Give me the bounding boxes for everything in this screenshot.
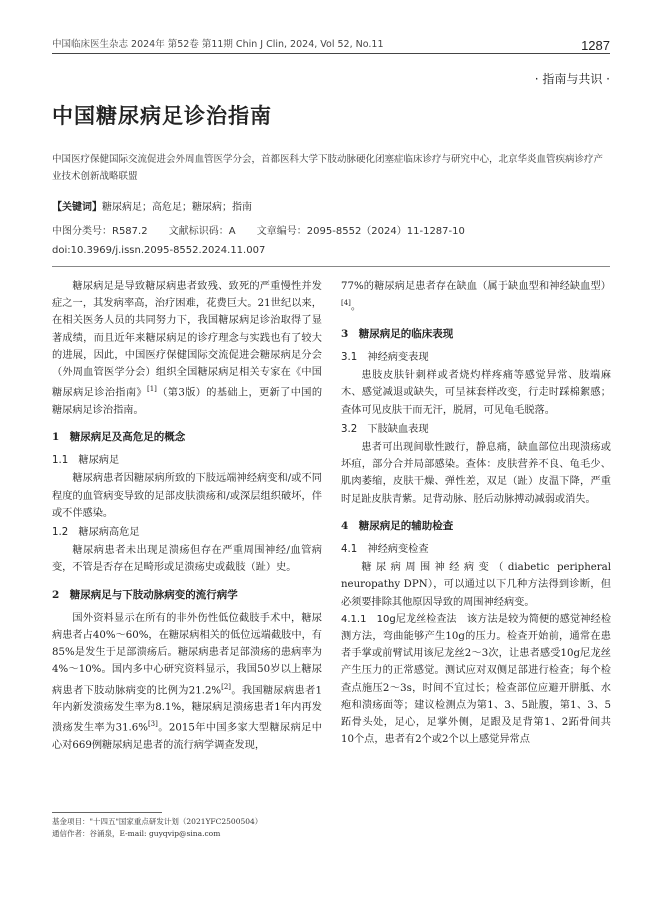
header-rule — [52, 53, 610, 54]
section-1-2-heading: 1.2 糖尿病高危足 — [52, 527, 140, 539]
ref-4: [4] — [341, 299, 351, 308]
authors: 中国医疗保健国际交流促进会外周血管医学分会，首都医科大学下肢动脉硬化闭塞症临床诊疗与研究中心，北京华炎血管疾病诊疗产业技术创新战略联盟 — [52, 154, 604, 182]
section-4-1-text: 糖尿病周围神经病变（diabetic peripheral neuropathy DPN），可以通过以下几种方法得到诊断，但必须要排除其他原因导致的周围神经病变。 — [341, 562, 611, 608]
keywords-text: 糖尿病足；高危足；糖尿病；指南 — [102, 202, 252, 213]
continued-paragraph: 77%的糖尿病足患者存在缺血（属于缺血型和神经缺血型）[4]。 — [341, 281, 611, 313]
ref-2: [2] — [221, 682, 232, 691]
correspondence-note: 通信作者：谷涌泉，E-mail: guyqvip@sina.com — [52, 829, 221, 838]
document-code: 文献标识码：A — [168, 226, 236, 237]
section-4-heading: 4 糖尿病足的辅助检查 — [341, 519, 454, 532]
doi: doi:10.3969/j.issn.2095-8552.2024.11.007 — [52, 245, 266, 256]
footnotes — [52, 816, 262, 840]
section-3-2-text: 患者可出现间歇性跛行，静息痛，缺血部位出现溃疡或坏疽，部分合并局部感染。查体：皮肤营养不良、龟毛少、肌肉萎缩，皮肤干燥、弹性差，双足（趾）皮温下降，严重时足趾皮肤青紫。足背动脉、胫后动脉搏动减弱或消失。 — [341, 442, 611, 505]
running-head: 中国临床医生杂志 2024年 第52卷 第11期 Chin J Clin, 2024, Vol 52, No.11 — [52, 39, 384, 50]
article-meta — [52, 222, 483, 237]
section-3-2-heading: 3.2 下肢缺血表现 — [341, 423, 429, 435]
section-1-heading: 1 糖尿病足及高危足的概念 — [52, 431, 186, 444]
ref-3: [3] — [147, 720, 158, 729]
section-3-1-text: 患肢皮肤针刺样或者烧灼样疼痛等感觉异常、肢端麻木、感觉减退或缺失，可呈袜套样改变，行走时踩棉絮感；查体可见皮肤干而无汗，脱屑，可见龟毛脱落。 — [341, 370, 611, 416]
section-1-2-text: 糖尿病患者未出现足溃疡但存在严重周围神经/血管病变，不管是否存在足畸形或足溃疡史或截肢（趾）史。 — [52, 545, 322, 574]
section-4-1-1-heading: 4.1.1 10g尼龙丝检查法 — [341, 613, 457, 625]
section-tag: · 指南与共识 · — [534, 72, 610, 86]
section-1-1-heading: 1.1 糖尿病足 — [52, 455, 120, 467]
article-title: 中国糖尿病足诊治指南 — [52, 103, 272, 128]
section-2-heading: 2 糖尿病足与下肢动脉病变的流行病学 — [52, 588, 238, 601]
page-number: 1287 — [581, 38, 610, 53]
meta-rule — [52, 266, 610, 267]
fund-note: 基金项目："十四五"国家重点研发计划（2021YFC2500504） — [52, 817, 263, 826]
section-2-text: 国外资料显示在所有的非外伤性低位截肢手术中，糖尿病患者占40%～60%，在糖尿病相关的低位远端截肢中，有85%是发生于足部溃疡后。糖尿病患者足部溃疡的患病率为4%～10%。国内多中心研究资料显示，我国50岁以上糖尿病患者下肢动脉病变的比例为21.2%[2]。我国糖尿病患者1年内新发溃疡发生率为8.1%，糖尿病足溃疡患者1年内再发溃疡发生率为31.6%[3]。2015年中国多家大型糖尿病足中心对669例糖尿病足患者的流行病学调查发现， — [52, 612, 322, 752]
ref-1: [1] — [146, 385, 157, 394]
article-number: 文章编号：2095-8552（2024）11-1287-10 — [256, 226, 465, 237]
section-3-1-heading: 3.1 神经病变表现 — [341, 352, 429, 363]
section-4-1-1-text: 4.1.1 10g尼龙丝检查法 该方法是较为简便的感觉神经检测方法，弯曲能够产生10g的压力。检查开始前，通常在患者手掌或前臂试用该尼龙丝2～3次，让患者感受10g尼龙丝产生压力的正常感觉。测试应对双侧足部进行检查；每个检查点施压2～3s，时间不宜过长；检查部位应避开胼胝、水疱和溃疡面等；建议检测点为第1、3、5趾腹，第1、3、5跖骨头处，足心，足掌外侧，足跟及足背第1、2跖骨间共10个点，患者有2个或2个以上感觉异常点 — [341, 613, 611, 746]
section-1-1-text: 糖尿病患者因糖尿病所致的下肢远端神经病变和/或不同程度的血管病变导致的足部皮肤溃疡和/或深层组织破坏，伴或不伴感染。 — [52, 473, 322, 519]
clc-number: 中图分类号：R587.2 — [52, 226, 148, 237]
intro-paragraph: 糖尿病足是导致糖尿病患者致残、致死的严重慢性并发症之一，其发病率高，治疗困难，花费巨大。21世纪以来，在相关医务人员的共同努力下，我国糖尿病足诊治取得了显著成绩，而且近年来糖尿病足的诊疗理念与实践也有了较大的进展，因此，中国医疗保健国际交流促进会糖尿病足分会（外周血管医学分会）组织全国糖尿病足相关专家在《中国糖尿病足诊治指南》[1]（第3版）的基础上，更新了中国的糖尿病足诊治指南。 — [52, 281, 323, 416]
footnote-rule — [52, 812, 162, 813]
keywords — [52, 198, 252, 213]
left-column — [52, 278, 322, 754]
section-4-1-heading: 4.1 神经病变检查 — [341, 544, 429, 556]
keywords-label: 【关键词】 — [52, 202, 102, 213]
section-3-heading: 3 糖尿病足的临床表现 — [341, 327, 454, 340]
right-column — [341, 278, 611, 748]
